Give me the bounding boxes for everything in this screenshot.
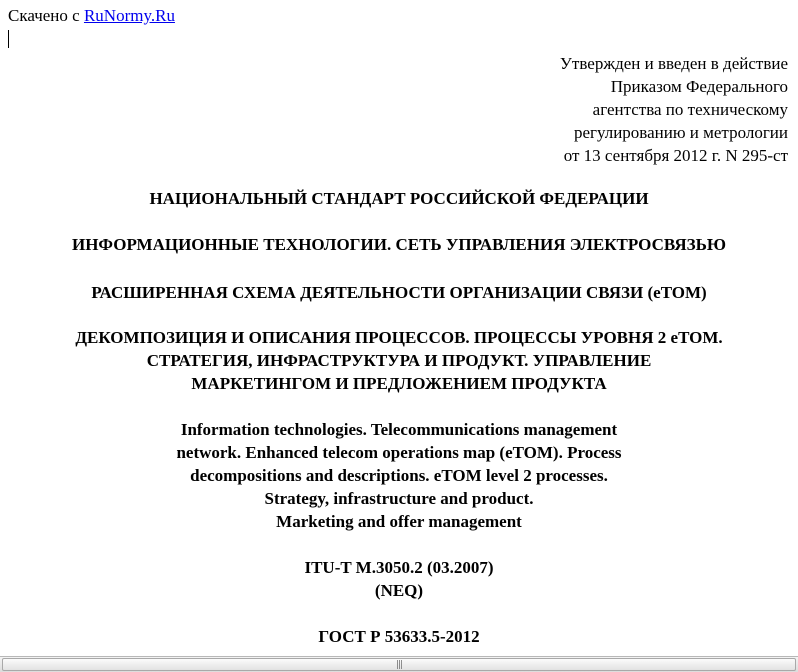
- title-2-line: РАСШИРЕННАЯ СХЕМА ДЕЯТЕЛЬНОСТИ ОРГАНИЗАЦИИ СВЯЗИ (eTOM): [91, 283, 707, 302]
- runormy-link[interactable]: RuNormy.Ru: [83, 6, 175, 25]
- approval-line: регулированию и метрологии: [573, 123, 788, 142]
- title-3-line: МАРКЕТИНГОМ И ПРЕДЛОЖЕНИЕМ ПРОДУКТА: [191, 374, 607, 393]
- english-title-line: Information technologies. Telecommunications management: [180, 420, 618, 439]
- source-prefix: Скачено с: [8, 6, 80, 25]
- gost-number-line: ГОСТ Р 53633.5-2012: [318, 627, 480, 646]
- title-3: [0, 326, 798, 395]
- grip-icon: |||: [396, 660, 403, 670]
- english-title-line: Marketing and offer management: [276, 512, 522, 531]
- approval-line: Утвержден и введен в действие: [559, 54, 788, 73]
- title-2: [0, 281, 798, 304]
- approval-line: от 13 сентября 2012 г. N 295-ст: [563, 146, 788, 165]
- english-title-line: network. Enhanced telecom operations map (eTOM). Process: [176, 443, 622, 462]
- title-3-line: СТРАТЕГИЯ, ИНФРАСТРУКТУРА И ПРОДУКТ. УПРАВЛЕНИЕ: [146, 351, 652, 370]
- itu-reference: [0, 556, 798, 602]
- title-1: [0, 233, 798, 256]
- scrollbar-thumb[interactable]: [2, 658, 796, 671]
- horizontal-scrollbar[interactable]: [0, 656, 798, 672]
- itu-reference-line: (NEQ): [374, 581, 424, 600]
- english-title-line: decompositions and descriptions. eTOM level 2 processes.: [190, 466, 608, 485]
- english-title-line: Strategy, infrastructure and product.: [264, 489, 534, 508]
- approval-line: Приказом Федерального: [610, 77, 788, 96]
- gost-number: [0, 625, 798, 648]
- approval-block: [388, 52, 788, 167]
- text-cursor: [8, 30, 9, 48]
- title-1-line: ИНФОРМАЦИОННЫЕ ТЕХНОЛОГИИ. СЕТЬ УПРАВЛЕНИЯ ЭЛЕКТРОСВЯЗЬЮ: [71, 235, 726, 254]
- standard-heading: [0, 187, 798, 210]
- approval-line: агентства по техническому: [592, 100, 788, 119]
- title-3-line: ДЕКОМПОЗИЦИЯ И ОПИСАНИЯ ПРОЦЕССОВ. ПРОЦЕССЫ УРОВНЯ 2 eTOM.: [75, 328, 723, 347]
- standard-line: НАЦИОНАЛЬНЫЙ СТАНДАРТ РОССИЙСКОЙ ФЕДЕРАЦИИ: [149, 189, 649, 208]
- source-line: [8, 6, 175, 26]
- english-title: [0, 418, 798, 533]
- itu-reference-line: ITU-T M.3050.2 (03.2007): [304, 558, 494, 577]
